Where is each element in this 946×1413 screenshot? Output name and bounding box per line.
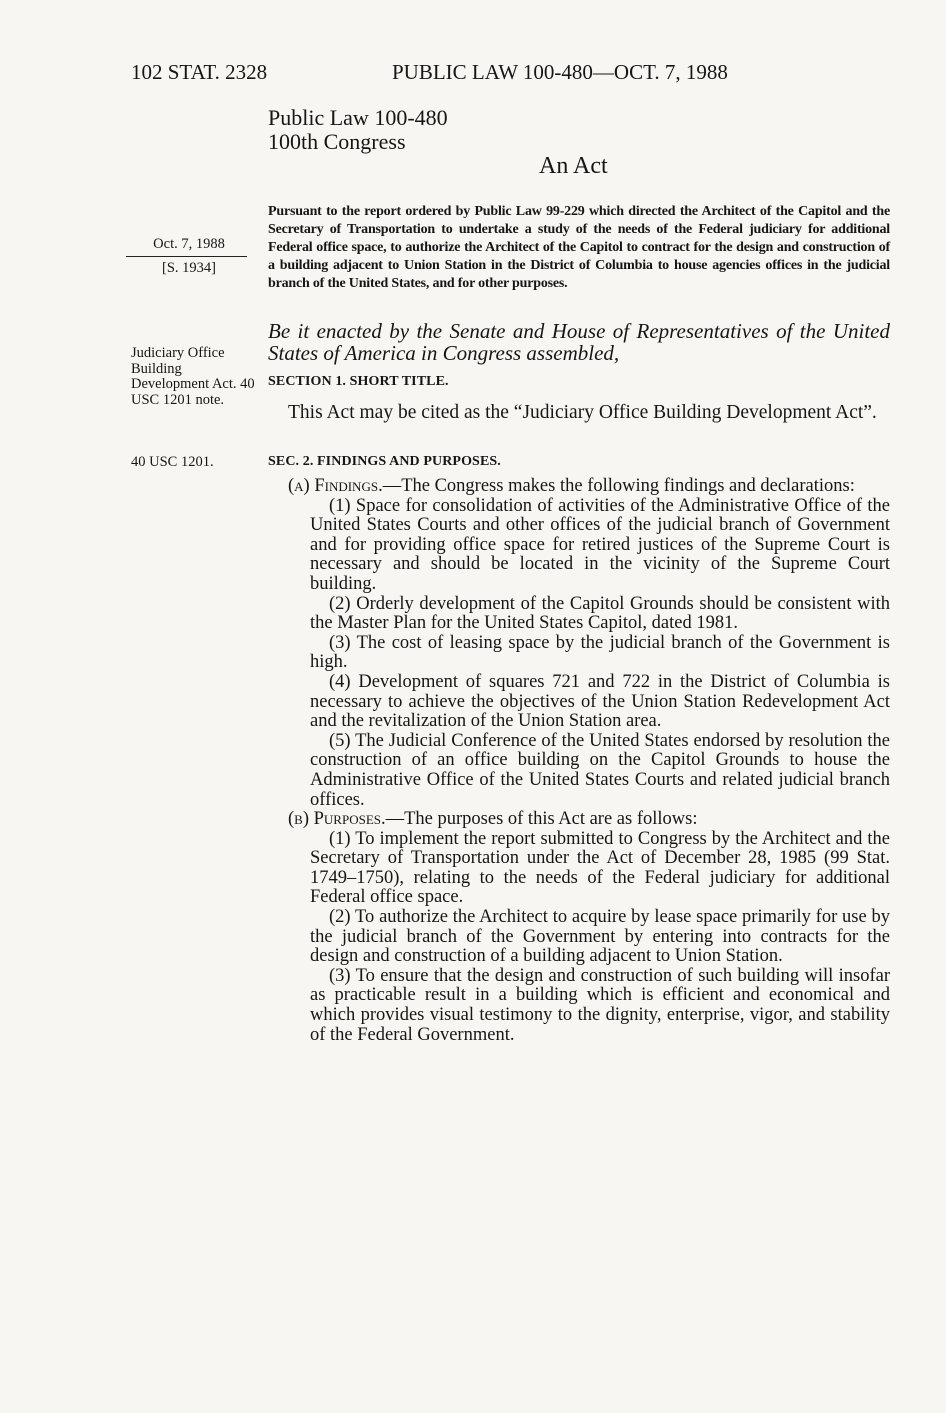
- enacting-clause: Be it enacted by the Senate and House of Representatives of the United States of America in Congress assembled,: [268, 319, 890, 365]
- margin-date: Oct. 7, 1988: [153, 236, 225, 252]
- purposes-label: (b) Purposes.: [288, 809, 386, 830]
- law-title-block: [268, 106, 448, 154]
- finding-paragraph: (1) Space for consolidation of activities of the Administrative Office of the United States Courts and other offices of the judicial branch of Government and for providing office space for retired justices of the Supreme Court is necessary and should be located in the vicinity of the Supreme Court building.: [310, 495, 890, 594]
- an-act-heading: An Act: [539, 153, 608, 179]
- public-law-number: Public Law 100-480: [268, 105, 448, 130]
- section-2-body: [268, 477, 890, 1045]
- section-1-heading: SECTION 1. SHORT TITLE.: [268, 374, 449, 389]
- margin-divider: [126, 256, 247, 257]
- findings-intro: —The Congress makes the following findings and declarations:: [382, 476, 855, 496]
- page-stat-citation: 102 STAT. 2328: [131, 60, 268, 84]
- section-1-text: This Act may be cited as the “Judiciary Office Building Development Act”.: [288, 402, 877, 423]
- margin-bill-number: [S. 1934]: [162, 260, 216, 276]
- running-header: PUBLIC LAW 100-480—OCT. 7, 1988: [392, 60, 728, 84]
- finding-paragraph: (5) The Judicial Conference of the United States endorsed by resolution the construction of an office building on the Capitol Grounds to house the Administrative Office of the United States Courts and related judicial branch offices.: [310, 730, 890, 810]
- finding-paragraph: (2) Orderly development of the Capitol Grounds should be consistent with the Master Plan for the United States Capitol, dated 1981.: [310, 593, 890, 634]
- findings-subsection: [268, 477, 890, 497]
- purposes-subsection: [268, 810, 890, 830]
- purposes-intro: —The purposes of this Act are as follows:: [385, 809, 698, 830]
- margin-short-title-note: Judiciary Office Building Development Act. 40 USC 1201 note.: [131, 345, 255, 408]
- purpose-item: (3) To ensure that the design and construction of such building will insofar as practicable result in a building which is efficient and economical and which provides visual testimony to the dignity, enterprise, vigor, and stability of the Federal Government.: [310, 965, 890, 1045]
- purpose-paragraph: Pursuant to the report ordered by Public Law 99-229 which directed the Architect of the Capitol and the Secretary of Transportation to undertake a study of the needs of the Federal judiciary for additional Federal office space, to authorize the Architect of the Capitol to contract for the design and construction of a building adjacent to Union Station in the District of Columbia to house agencies offices in the judicial branch of the United States, and for other purposes.: [268, 204, 890, 291]
- findings-label: (a) Findings.: [288, 476, 383, 496]
- purpose-item: (2) To authorize the Architect to acquire by lease space primarily for use by the judicial branch of the Government by entering into contracts for the design and construction of a building adjacent to Union Station.: [310, 907, 890, 967]
- finding-paragraph: (4) Development of squares 721 and 722 in the District of Columbia is necessary to achieve the objectives of the Union Station Redevelopment Act and the revitalization of the Union Station area.: [310, 671, 890, 732]
- congress-number: 100th Congress: [268, 129, 406, 154]
- finding-paragraph: (3) The cost of leasing space by the judicial branch of the Government is high.: [310, 632, 890, 673]
- margin-usc-citation: 40 USC 1201.: [131, 454, 214, 470]
- purpose-item: (1) To implement the report submitted to Congress by the Architect and the Secretary of Transportation under the Act of December 28, 1985 (99 Stat. 1749–1750), relating to the needs of the Federal judiciary for additional Federal office space.: [310, 828, 890, 908]
- section-2-heading: SEC. 2. FINDINGS AND PURPOSES.: [268, 454, 501, 469]
